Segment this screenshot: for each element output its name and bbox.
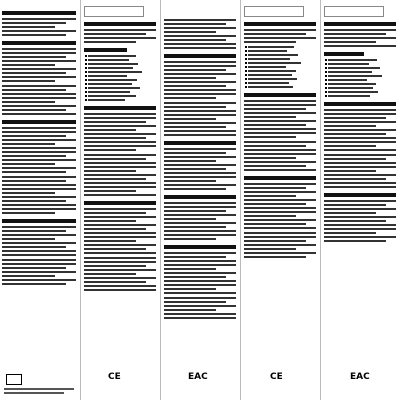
paragraph: [324, 200, 396, 242]
ce-mark-icon: CE: [270, 372, 283, 382]
paragraph: [324, 109, 396, 151]
paragraph: [2, 176, 76, 214]
paragraph: [244, 141, 316, 171]
paragraph: [84, 257, 156, 291]
text-column: [164, 6, 236, 322]
paragraph: [84, 29, 156, 43]
paragraph: [2, 85, 76, 115]
text-column: [2, 6, 76, 288]
section-heading: [324, 102, 396, 106]
paragraph: [324, 154, 396, 188]
paragraph: [244, 183, 316, 229]
paragraph: [164, 297, 236, 319]
paragraph: [84, 113, 156, 151]
text-column-russian: [324, 6, 396, 245]
section-heading: [324, 52, 364, 56]
fold-line: [80, 0, 81, 400]
footer-line: [4, 388, 74, 390]
section-heading: [2, 11, 76, 15]
fold-line: [320, 0, 321, 400]
section-heading: [2, 41, 76, 45]
language-label: [244, 6, 304, 17]
section-heading: [164, 195, 236, 199]
paragraph: [324, 29, 396, 47]
paragraph: [84, 154, 156, 196]
bullet-list: [84, 55, 156, 101]
section-heading: [164, 54, 236, 58]
paragraph: [84, 208, 156, 254]
text-column-english: [84, 6, 156, 294]
section-heading: [164, 245, 236, 249]
paragraph: [164, 252, 236, 294]
paragraph: [164, 202, 236, 240]
section-heading: [324, 22, 396, 26]
paragraph: [244, 29, 316, 43]
section-heading: [84, 201, 156, 205]
section-heading: [2, 120, 76, 124]
paragraph: [2, 127, 76, 173]
fold-line: [240, 0, 241, 400]
language-label: [324, 6, 384, 17]
paragraph: [2, 18, 76, 36]
section-heading: [2, 219, 76, 223]
section-heading: [84, 106, 156, 110]
section-heading: [244, 176, 316, 180]
paragraph: [164, 102, 236, 136]
bullet-list: [244, 46, 316, 88]
section-heading: [164, 141, 236, 145]
section-heading: [84, 22, 156, 26]
text-column-german: [244, 6, 316, 261]
paragraph: [244, 100, 316, 138]
paragraph: [2, 259, 76, 285]
paragraph: [164, 61, 236, 99]
section-heading: [244, 93, 316, 97]
recycle-icon: [6, 374, 22, 385]
paragraph: [2, 48, 76, 82]
paragraph: [164, 19, 236, 49]
footer-line: [4, 392, 64, 394]
fold-line: [160, 0, 161, 400]
paragraph: [164, 148, 236, 190]
ce-mark-icon: CE: [108, 372, 121, 382]
paragraph: [2, 226, 76, 256]
language-label: [84, 6, 144, 17]
section-heading: [84, 48, 127, 52]
paragraph: [244, 232, 316, 258]
eac-mark-icon: EAC: [188, 372, 208, 382]
eac-mark-icon: EAC: [350, 372, 370, 382]
bullet-list: [324, 59, 396, 97]
section-heading: [324, 193, 396, 197]
section-heading: [244, 22, 316, 26]
